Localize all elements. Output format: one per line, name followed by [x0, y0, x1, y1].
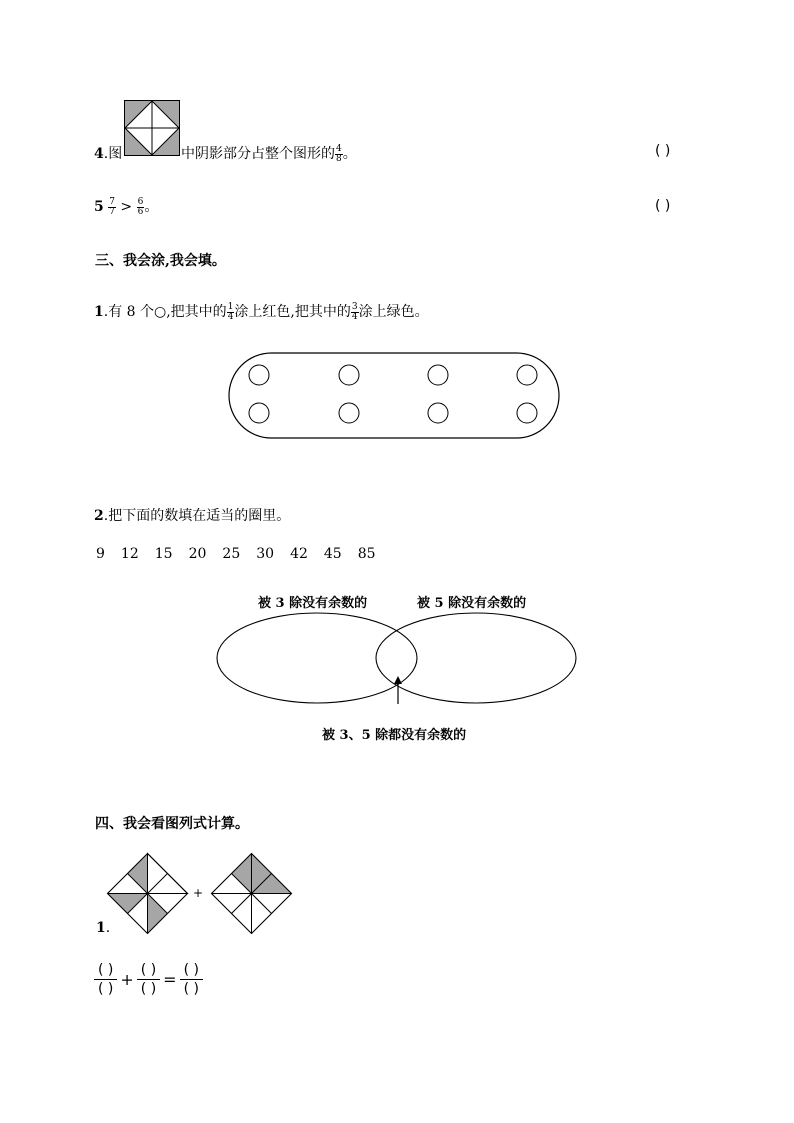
numerator: 4: [336, 143, 342, 154]
venn-pointer-arrowhead: [394, 676, 402, 684]
number-list: [96, 546, 392, 562]
circle-5[interactable]: [249, 403, 269, 423]
venn-ellipse-right[interactable]: [376, 613, 576, 703]
number-item: 9: [96, 546, 105, 562]
period: 。: [144, 199, 159, 215]
answer-parentheses[interactable]: ( ): [655, 143, 671, 159]
question-4-text: [181, 143, 357, 164]
number-item: 25: [222, 546, 241, 562]
denominator: 7: [109, 206, 115, 217]
number-item: 20: [188, 546, 207, 562]
section-title: 三、我会涂,我会填。: [95, 253, 226, 269]
number-item: 42: [290, 546, 308, 562]
venn-label-right: 被 5 除没有余数的: [417, 596, 527, 611]
number-item: 30: [256, 546, 275, 562]
circle-4[interactable]: [517, 365, 537, 385]
number-item: 15: [154, 546, 173, 562]
numerator: 1: [227, 301, 234, 312]
equals-operator: =: [163, 970, 177, 989]
circle-2[interactable]: [339, 365, 359, 385]
plus-operator: +: [120, 970, 134, 989]
denominator: 8: [336, 153, 342, 164]
number-item: 45: [323, 546, 342, 562]
venn-diagram: [215, 612, 580, 707]
numerator: 3: [351, 301, 358, 312]
diamond-figure-right: [210, 852, 295, 935]
circle-8[interactable]: [517, 403, 537, 423]
dot: .: [103, 146, 109, 162]
denominator: 4: [227, 311, 234, 322]
fraction: [335, 145, 343, 164]
answer-parentheses[interactable]: ( ): [655, 198, 671, 214]
numerator-blank[interactable]: ( ): [137, 962, 160, 980]
question-number: 1: [94, 304, 104, 320]
numerator-blank[interactable]: ( ): [180, 962, 203, 980]
number-item: 85: [357, 546, 376, 562]
diamond-figure-left: [106, 852, 191, 935]
period: 。: [342, 146, 357, 162]
answer-equation: [94, 962, 203, 997]
question-number: 2: [94, 508, 104, 524]
numerator-blank[interactable]: ( ): [94, 962, 117, 980]
denominator-blank[interactable]: ( ): [183, 981, 199, 997]
denominator: 6: [137, 206, 144, 217]
answer-fraction-1[interactable]: [94, 962, 117, 997]
venn-label-left: 被 3 除没有余数的: [258, 596, 368, 611]
plus-sign: +: [193, 886, 204, 900]
question-text: 涂上红色,把其中的: [234, 304, 351, 320]
section3-question-1: [94, 301, 429, 322]
denominator: 4: [351, 311, 358, 322]
question-4: [94, 143, 122, 163]
question-text: 涂上绿色。: [358, 304, 429, 320]
venn-ellipse-left[interactable]: [217, 613, 417, 703]
circle-3[interactable]: [428, 365, 448, 385]
section4-question-1: [96, 920, 110, 936]
fraction: [351, 303, 359, 322]
question-text: .有 8 个○,把其中的: [103, 304, 227, 320]
shaded-square-figure: [124, 100, 180, 156]
question-text: 图: [108, 146, 123, 162]
question-text: 中阴影部分占整个图形的: [181, 146, 335, 162]
question-number: 1: [96, 920, 106, 936]
dot: .: [105, 920, 111, 936]
greater-than-sign: >: [120, 199, 133, 215]
circle-6[interactable]: [339, 403, 359, 423]
circles-capsule-figure: [228, 352, 560, 440]
section3-question-2: [94, 505, 290, 525]
section-title: 四、我会看图列式计算。: [95, 816, 249, 832]
numerator: 7: [109, 196, 115, 207]
denominator-blank[interactable]: ( ): [98, 981, 114, 997]
answer-fraction-3[interactable]: [180, 962, 203, 997]
number-item: 12: [120, 546, 139, 562]
venn-label-bottom: 被 3、5 除都没有余数的: [322, 728, 467, 743]
fraction: [108, 198, 116, 217]
question-text: .把下面的数填在适当的圈里。: [103, 508, 291, 524]
numerator: 6: [137, 196, 144, 207]
circle-7[interactable]: [428, 403, 448, 423]
circle-1[interactable]: [249, 365, 269, 385]
denominator-blank[interactable]: ( ): [140, 981, 157, 997]
answer-fraction-2[interactable]: [137, 962, 160, 997]
question-number: 5: [94, 199, 104, 215]
question-5: [94, 196, 158, 217]
question-number: 4: [94, 146, 104, 162]
